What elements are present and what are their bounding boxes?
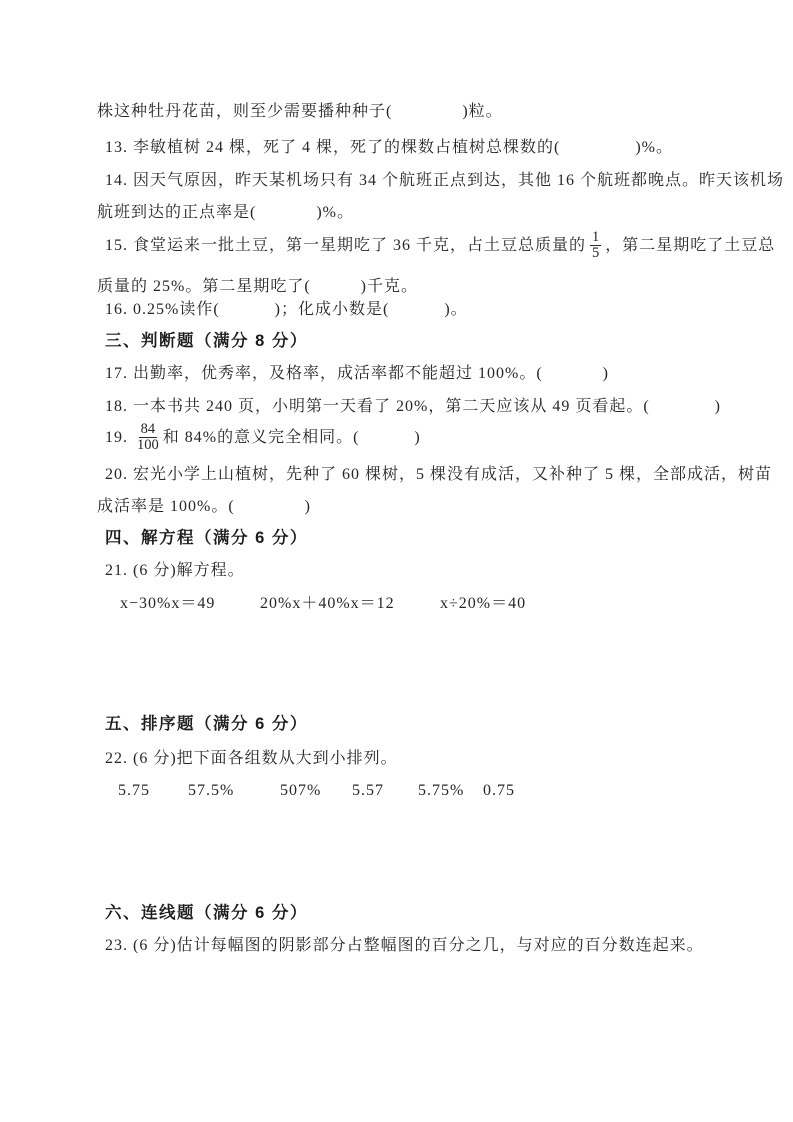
question-22: 22. (6 分)把下面各组数从大到小排列。 xyxy=(105,750,398,767)
question-18: 18. 一本书共 240 页，小明第一天看了 20%，第二天应该从 49 页看起。( ) xyxy=(105,398,721,415)
question-12-continuation-line: 株这种牡丹花苗，则至少需要播种种子( )粒。 xyxy=(97,103,503,120)
equation-2: 20%x＋40%x＝12 xyxy=(260,595,395,612)
question-20-line2: 成活率是 100%。( ) xyxy=(97,498,311,515)
equation-1: x−30%x＝49 xyxy=(120,595,216,612)
question-22-numbers-row xyxy=(0,780,793,804)
number-item: 5.75% xyxy=(418,782,465,799)
question-19-text: 和 84%的意义完全相同。( ) xyxy=(162,428,421,446)
fraction-numerator: 84 xyxy=(140,420,156,437)
number-item: 5.75 xyxy=(118,782,150,799)
fraction-numerator: 1 xyxy=(592,228,600,245)
fraction-one-fifth xyxy=(590,230,601,261)
question-21-equations-row xyxy=(0,593,793,617)
section-heading-matching: 六、连线题（满分 6 分） xyxy=(105,904,308,922)
question-19-number: 19. xyxy=(105,428,133,446)
number-item: 0.75 xyxy=(483,782,515,799)
equation-3: x÷20%＝40 xyxy=(440,595,527,612)
fraction-84-100 xyxy=(137,422,159,453)
question-17: 17. 出勤率，优秀率，及格率，成活率都不能超过 100%。( ) xyxy=(105,365,609,382)
question-15-text-post: ，第二星期吃了土豆总 xyxy=(605,236,776,254)
question-19 xyxy=(105,418,421,456)
question-13: 13. 李敏植树 24 棵，死了 4 棵，死了的棵数占植树总棵数的( )%。 xyxy=(105,139,673,156)
question-21: 21. (6 分)解方程。 xyxy=(105,562,245,579)
section-heading-judgement: 三、判断题（满分 8 分） xyxy=(105,332,308,350)
question-23: 23. (6 分)估计每幅图的阴影部分占整幅图的百分之几，与对应的百分数连起来。 xyxy=(105,937,704,954)
number-item: 57.5% xyxy=(188,782,235,799)
question-15-line1 xyxy=(105,226,775,264)
question-15-line2: 质量的 25%。第二星期吃了( )千克。 xyxy=(97,278,418,295)
number-item: 5.57 xyxy=(352,782,384,799)
fraction-denominator: 5 xyxy=(592,244,600,261)
section-heading-ordering: 五、排序题（满分 6 分） xyxy=(105,715,308,733)
section-heading-solve-equations: 四、解方程（满分 6 分） xyxy=(105,529,308,547)
question-15-text-pre: 15. 食堂运来一批土豆，第一星期吃了 36 千克，占土豆总质量的 xyxy=(105,236,587,254)
fraction-denominator: 100 xyxy=(137,436,159,453)
question-16: 16. 0.25%读作( )；化成小数是( )。 xyxy=(105,301,468,318)
question-20-line1: 20. 宏光小学上山植树，先种了 60 棵树，5 棵没有成活，又补种了 5 棵，全部成活，树苗 xyxy=(105,466,773,483)
question-14-line2: 航班到达的正点率是( )%。 xyxy=(97,204,354,221)
question-14-line1: 14. 因天气原因，昨天某机场只有 34 个航班正点到达，其他 16 个航班都晚点。昨天该机场 xyxy=(105,172,785,189)
number-item: 507% xyxy=(280,782,322,799)
